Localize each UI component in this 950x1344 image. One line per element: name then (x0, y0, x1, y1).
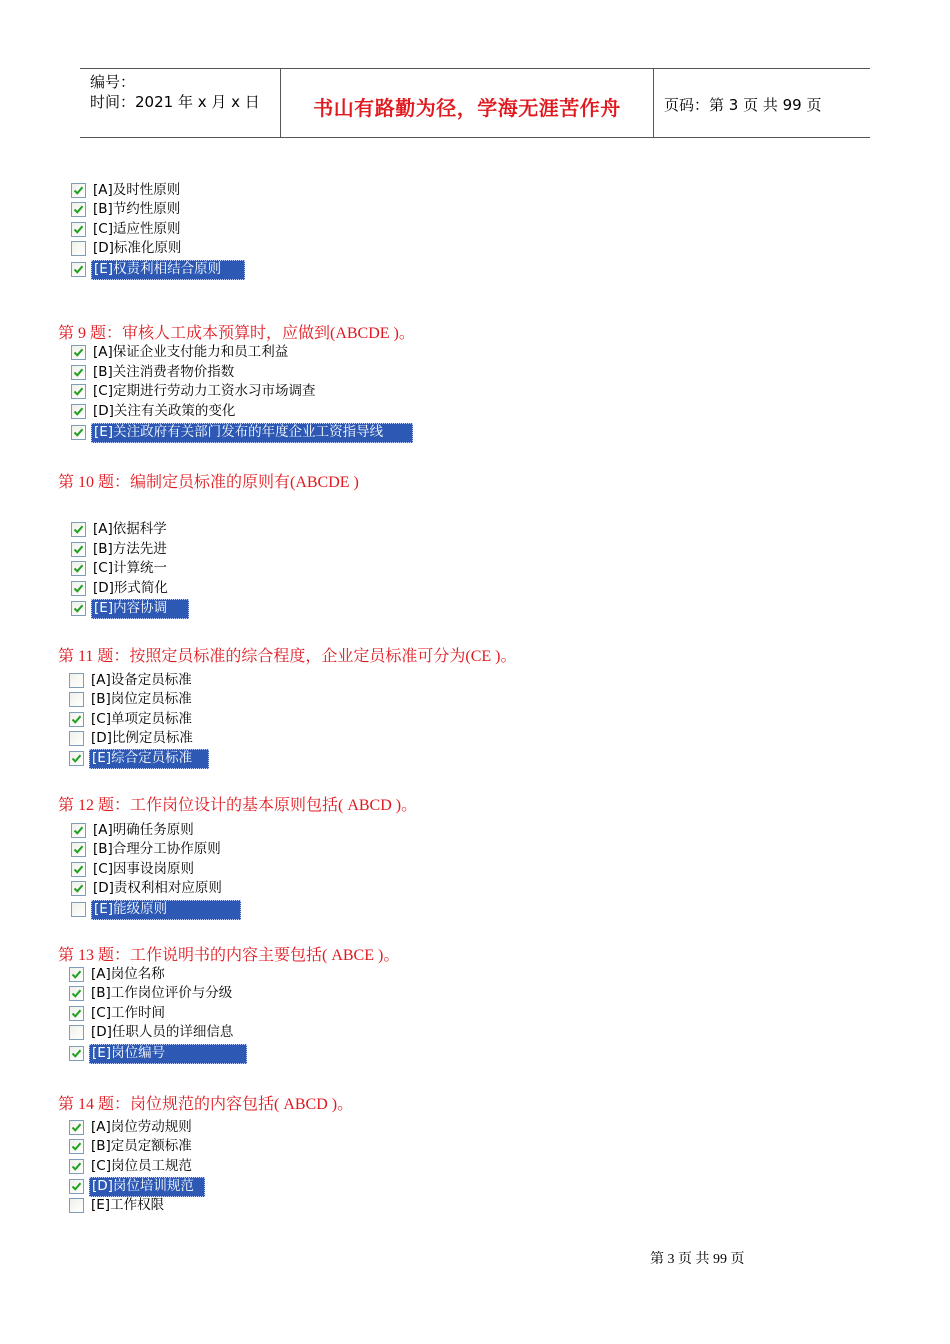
checkbox[interactable] (69, 692, 84, 707)
option-label: [C]定期进行劳动力工资水习市场调查 (93, 383, 316, 399)
checkbox[interactable] (71, 842, 86, 857)
checkmark-icon (71, 1181, 82, 1192)
option-label: [A]依据科学 (93, 521, 167, 537)
checkmark-icon (71, 1008, 82, 1019)
checkmark-icon (71, 714, 82, 725)
checkbox[interactable] (69, 1139, 84, 1154)
checkbox[interactable] (71, 581, 86, 596)
option-label: [C]适应性原则 (93, 221, 181, 237)
option-label: [C]工作时间 (91, 1005, 165, 1021)
checkmark-icon (73, 347, 84, 358)
checkbox[interactable] (71, 542, 86, 557)
checkmark-icon (71, 1141, 82, 1152)
header-page-cell (654, 69, 870, 137)
checkmark-icon (73, 825, 84, 836)
option-label: [E]内容协调 (91, 599, 189, 619)
option-label: [B]工作岗位评价与分级 (91, 985, 233, 1001)
option-label: [D]责权利相对应原则 (93, 880, 222, 896)
checkmark-icon (73, 185, 84, 196)
checkbox[interactable] (71, 345, 86, 360)
option-label: [B]关注消费者物价指数 (93, 364, 235, 380)
option-label: [E]综合定员标准 (89, 749, 209, 769)
header-motto-cell (281, 69, 654, 137)
checkbox[interactable] (71, 404, 86, 419)
checkbox[interactable] (69, 1025, 84, 1040)
checkbox[interactable] (71, 425, 86, 440)
checkmark-icon (73, 386, 84, 397)
checkbox[interactable] (71, 902, 86, 917)
checkbox[interactable] (71, 183, 86, 198)
checkmark-icon (73, 204, 84, 215)
checkmark-icon (71, 969, 82, 980)
checkmark-icon (73, 367, 84, 378)
checkmark-icon (71, 1048, 82, 1059)
page-header (80, 68, 870, 138)
checkbox[interactable] (71, 601, 86, 616)
checkmark-icon (73, 264, 84, 275)
question-title: 第 13 题：工作说明书的内容主要包括( ABCE )。 (58, 947, 400, 964)
option-label: [B]节约性原则 (93, 201, 181, 217)
number-label: 编号： (90, 73, 136, 91)
checkmark-icon (71, 1122, 82, 1133)
checkmark-icon (73, 844, 84, 855)
checkmark-icon (73, 864, 84, 875)
checkbox[interactable] (69, 967, 84, 982)
checkbox[interactable] (71, 522, 86, 537)
checkmark-icon (71, 753, 82, 764)
option-label: [E]权责利相结合原则 (91, 260, 245, 280)
option-label: [B]合理分工协作原则 (93, 841, 221, 857)
checkbox[interactable] (69, 1159, 84, 1174)
checkbox[interactable] (71, 881, 86, 896)
checkmark-icon (73, 524, 84, 535)
option-label: [E]工作权限 (91, 1197, 165, 1213)
checkmark-icon (71, 988, 82, 999)
checkmark-icon (73, 883, 84, 894)
checkbox[interactable] (71, 222, 86, 237)
checkbox[interactable] (69, 1198, 84, 1213)
checkbox[interactable] (69, 1006, 84, 1021)
checkbox[interactable] (69, 751, 84, 766)
checkbox[interactable] (71, 862, 86, 877)
checkbox[interactable] (69, 986, 84, 1001)
checkmark-icon (73, 563, 84, 574)
option-label: [E]关注政府有关部门发布的年度企业工资指导线 (91, 423, 413, 443)
option-label: [C]计算统一 (93, 560, 167, 576)
question-title: 第 11 题：按照定员标准的综合程度，企业定员标准可分为(CE )。 (58, 648, 517, 665)
checkmark-icon (73, 406, 84, 417)
option-label: [E]能级原则 (91, 900, 241, 920)
checkmark-icon (73, 427, 84, 438)
option-label: [A]保证企业支付能力和员工利益 (93, 344, 289, 360)
header-info-cell (80, 69, 281, 137)
question-title: 第 10 题：编制定员标准的原则有(ABCDE ) (58, 474, 359, 491)
option-label: [D]关注有关政策的变化 (93, 403, 236, 419)
checkbox[interactable] (69, 673, 84, 688)
option-label: [C]因事设岗原则 (93, 861, 194, 877)
checkbox[interactable] (69, 1120, 84, 1135)
checkbox[interactable] (71, 384, 86, 399)
checkmark-icon (71, 1161, 82, 1172)
checkbox[interactable] (69, 712, 84, 727)
option-label: [D]形式简化 (93, 580, 168, 596)
option-label: [D]岗位培训规范 (89, 1177, 205, 1197)
checkmark-icon (73, 544, 84, 555)
option-label: [B]方法先进 (93, 541, 167, 557)
checkmark-icon (73, 224, 84, 235)
time-label: 时间：2021 年 x 月 x 日 (90, 93, 260, 111)
option-label: [E]岗位编号 (89, 1044, 247, 1064)
option-label: [B]定员定额标准 (91, 1138, 192, 1154)
option-label: [C]岗位员工规范 (91, 1158, 192, 1174)
checkmark-icon (73, 583, 84, 594)
option-label: [D]标准化原则 (93, 240, 182, 256)
option-label: [A]及时性原则 (93, 182, 181, 198)
option-label: [D]比例定员标准 (91, 730, 193, 746)
option-label: [D]任职人员的详细信息 (91, 1024, 234, 1040)
question-title: 第 14 题：岗位规范的内容包括( ABCD )。 (58, 1096, 354, 1113)
question-title: 第 9 题：审核人工成本预算时，应做到(ABCDE )。 (58, 325, 415, 342)
checkbox[interactable] (69, 1046, 84, 1061)
checkmark-icon (73, 603, 84, 614)
checkbox[interactable] (71, 561, 86, 576)
checkbox[interactable] (69, 1179, 84, 1194)
motto: 书山有路勤为径，学海无涯苦作舟 (313, 96, 621, 120)
option-label: [A]岗位劳动规则 (91, 1119, 192, 1135)
option-label: [A]明确任务原则 (93, 822, 194, 838)
option-label: [A]岗位名称 (91, 966, 165, 982)
question-title: 第 12 题：工作岗位设计的基本原则包括( ABCD )。 (58, 797, 418, 814)
option-label: [B]岗位定员标准 (91, 691, 192, 707)
checkbox[interactable] (71, 262, 86, 277)
checkbox[interactable] (71, 823, 86, 838)
page-footer: 第 3 页 共 99 页 (650, 1252, 745, 1267)
checkbox[interactable] (71, 365, 86, 380)
option-label: [C]单项定员标准 (91, 711, 192, 727)
page-number-label: 页码：第 3 页 共 99 页 (664, 96, 822, 114)
option-label: [A]设备定员标准 (91, 672, 192, 688)
checkbox[interactable] (71, 202, 86, 217)
checkbox[interactable] (69, 731, 84, 746)
checkbox[interactable] (71, 241, 86, 256)
